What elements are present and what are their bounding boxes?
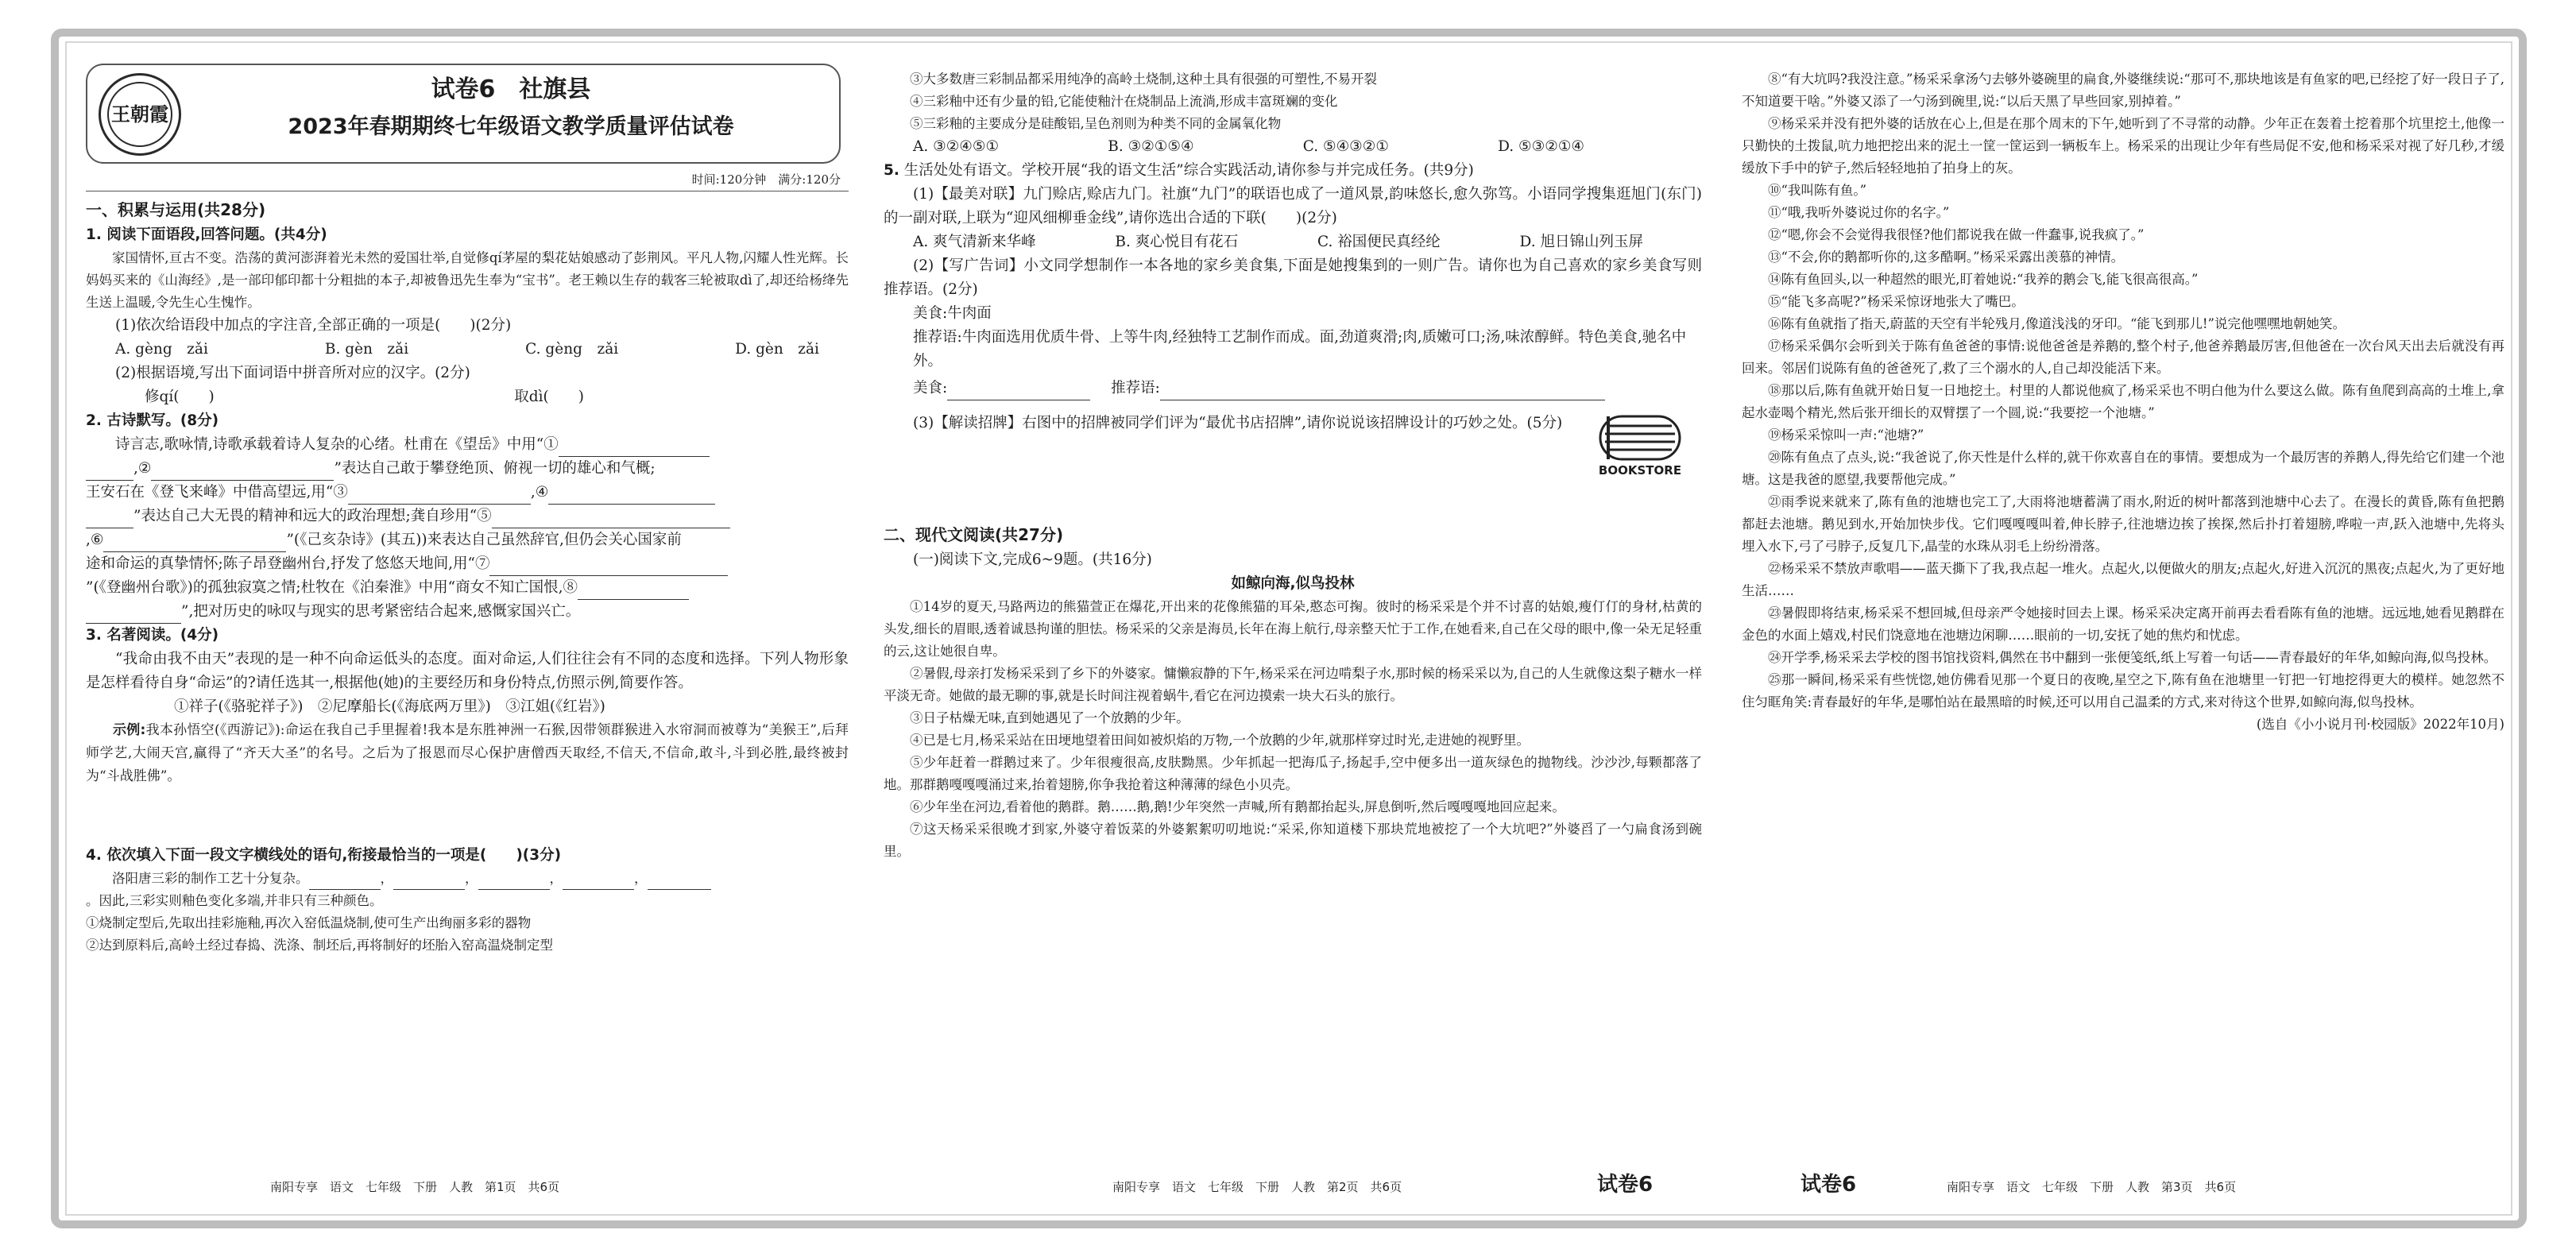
- question-4-option-2: ②达到原料后,高岭土经过春捣、洗涤、制坯后,再将制好的坯胎入窑高温烧制定型: [86, 938, 553, 953]
- section-heading-2: 二、现代文阅读(共27分): [884, 525, 1064, 544]
- option-c[interactable]: C. gèng zǎi: [525, 341, 619, 358]
- poem-line-3: 王安石在《登飞来峰》中借高望远,用“③ ,④: [86, 481, 849, 505]
- story-source: (选自《小小说月刊·校园版》2022年10月): [2256, 717, 2504, 732]
- poem-line-2: ,② ”表达自己敢于攀登绝顶、俯视一切的雄心和气概;: [86, 457, 849, 481]
- story-paragraph: ⑮“能飞多高呢?”杨采采惊讶地张大了嘴巴。: [1768, 294, 2025, 309]
- page-mark-3: 试卷6: [1800, 1173, 1857, 1197]
- story-paragraph: ⑲杨采采惊叫一声:“池塘?”: [1768, 427, 1924, 443]
- question-1-sub1: (1)依次给语段中加点的字注音,全部正确的一项是( )(2分): [115, 317, 512, 334]
- question-1-sub2: (2)根据语境,写出下面词语中拼音所对应的汉字。(2分): [115, 365, 470, 381]
- question-4-option-3: ③大多数唐三彩制品都采用纯净的高岭土烧制,这种土具有很强的可塑性,不易开裂: [910, 72, 1377, 87]
- question-4-option-5: ⑤三彩釉的主要成分是硅酸铝,呈色剂则为种类不同的金属氧化物: [910, 116, 1282, 131]
- option-d[interactable]: D. 旭日锦山列玉屏: [1519, 234, 1643, 250]
- question-1-passage: 家国情怀,亘古不变。浩荡的黄河澎湃着光未然的爱国壮举,自觉修qí茅屋的梨花姑娘感动了彭荆风。平凡人物,闪耀人性光辉。长妈妈买来的《山海经》,是一部印郁印都十分粗拙的本子,却被鲁迅先生奉为“宝书”。老王赖以生存的载客三轮被取dì了,却还给杨绛先生送上温暖,令先生心生愧怍。: [86, 250, 849, 310]
- ad-answer-blank[interactable]: [1160, 381, 1605, 400]
- option-a[interactable]: A. gèng zǎi: [115, 341, 208, 358]
- sample-food: 美食:牛肉面: [913, 305, 992, 322]
- question-4-text: 洛阳唐三彩的制作工艺十分复杂。 ， ， ， ，: [86, 868, 849, 890]
- question-3-example: 示例:我本孙悟空(《西游记》):命运在我自己手里握着!我本是东胜神洲一石猴,因带领群猴进入水帘洞而被尊为“美猴王”,后拜师学艺,大闹天宫,赢得了“齐天大圣”的名号。之后为了报恩而尽心保护唐僧西天取经,不信天,不信命,敢斗,斗到必胜,最终被封为“斗战胜佛”。: [86, 722, 849, 784]
- story-paragraph: ⑪“哦,我听外婆说过你的名字。”: [1768, 205, 1950, 220]
- question-5-sub2: (2)【写广告词】小文同学想制作一本各地的家乡美食集,下面是她搜集到的一则广告。请你也为自己喜欢的家乡美食写则推荐语。(2分): [884, 257, 1702, 298]
- word-1[interactable]: 修qí( ): [145, 389, 215, 405]
- story-paragraph: ⑱那以后,陈有鱼就开始日复一日地挖土。村里的人都说他疯了,杨采采也不明白他为什么要这么做。陈有鱼爬到高高的土堆上,拿起水壶喝个精光,然后张开细长的双臂摆了一个圆,说:“我要挖一个池塘。”: [1742, 383, 2504, 420]
- question-4-title: 4. 依次填入下面一段文字横线处的语句,衔接最恰当的一项是( )(3分): [86, 847, 562, 864]
- question-5-sub3-block: [884, 412, 1702, 499]
- question-1-options: [86, 338, 849, 362]
- story-paragraph: ㉓暑假即将结束,杨采采不想回城,但母亲严令她接时回去上课。杨采采决定离开前再去看看陈有鱼的池塘。远远地,她看见鹅群在金色的水面上嬉戏,村民们饶意地在池塘边闲聊……眼前的一切,安抚了她的焦灼和忧虑。: [1742, 605, 2504, 643]
- answer-blank[interactable]: [563, 870, 634, 890]
- story-paragraph: ⑫“嗯,你会不会觉得我很怪?他们都说我在做一件蠢事,说我疯了。”: [1768, 227, 2145, 242]
- answer-blank[interactable]: [492, 509, 730, 528]
- story-paragraph: ㉒杨采采不禁放声歌唱——蓝天撕下了我,我点起一堆火。点起火,以便做火的朋友;点起火,好进入沉沉的黑夜;点起火,为了更好地生活……: [1742, 561, 2504, 598]
- section-heading-1: 一、积累与运用(共28分): [86, 200, 266, 219]
- option-d[interactable]: D. gèn zǎi: [735, 341, 819, 358]
- answer-blank[interactable]: [548, 485, 715, 505]
- option-c[interactable]: C. ⑤④③②①: [1302, 138, 1389, 155]
- story-paragraph: ㉕那一瞬间,杨采采有些恍惚,她仿佛看见那一个夏日的夜晚,星空之下,陈有鱼在池塘里一钉把一钉地挖得更大的模样。她忽然不住匀眶角笑:青春最好的年华,是哪怕站在最黑暗的时候,还可以用自己温柔的方式,来对待这个世界,如鲸向海,似鸟投林。: [1742, 672, 2504, 710]
- column-3: [1742, 68, 2504, 1173]
- story-paragraph: ⑳陈有鱼点了点头,说:“我爸说了,你天性是什么样的,就干你欢喜自在的事情。要想成为一个最厉害的养鹅人,得先给它们建一个池塘。这是我爸的愿望,我要帮他完成。”: [1742, 450, 2504, 487]
- answer-blank[interactable]: [103, 532, 286, 552]
- exam-subtitle: 2023年春期期终七年级语文教学质量评估试卷: [288, 114, 734, 139]
- column-2: [884, 68, 1702, 1173]
- story-paragraph: ⑰杨采采偶尔会听到关于陈有鱼爸爸的事情:说他爸爸是养鹅的,整个村子,他爸养鹅最厉害,但他爸在一次台风天出去后就没有再回来。邻居们说陈有鱼的爸爸死了,救了三个溺水的人,自己却没能活下来。: [1742, 338, 2504, 376]
- option-c[interactable]: C. 裕国便民真经纶: [1317, 234, 1441, 250]
- story-title: 如鲸向海,似鸟投林: [1231, 575, 1355, 592]
- question-3-items: ①祥子(《骆驼祥子》) ②尼摩船长(《海底两万里》) ③江姐(《红岩》): [174, 698, 605, 715]
- poem-line-5: ,⑥ ”(《己亥杂诗》(其五))来表达自己虽然辞官,但仍会关心国家前: [86, 528, 849, 552]
- story-paragraph: ③日子枯燥无味,直到她遇见了一个放鹅的少年。: [910, 710, 1189, 725]
- answer-blank[interactable]: [86, 604, 181, 624]
- story-paragraph: ①14岁的夏天,马路两边的熊猫萱正在爆花,开出来的花像熊猫的耳朵,憨态可掬。彼时的杨采采是个并不讨喜的姑娘,瘦仃仃的身材,枯黄的头发,细长的眉眼,透着诚恳拘谨的胆怯。杨采采的父亲是海员,长年在海上航行,母亲整天忙于工作,在她看来,自己在父母的眼中,像一朵无足轻重的云,这让她很自卑。: [884, 599, 1702, 659]
- page-footer-3: 南阳专享 语文 七年级 下册 人教 第3页 共6页: [1947, 1180, 2237, 1194]
- answer-space[interactable]: [86, 788, 849, 844]
- question-3-title: 3. 名著阅读。(4分): [86, 627, 219, 644]
- answer-blank[interactable]: [86, 461, 133, 481]
- story-paragraph: ⑧“有大坑吗?我没注意。”杨采采拿汤勺去够外婆碗里的扁食,外婆继续说:“那可不,那块地该是有鱼家的吧,已经挖了好一段日子了,不知道要干啥。”外婆又添了一勺汤到碗里,说:“以后天黑了早些回家,别掉着。”: [1742, 72, 2504, 109]
- story-paragraph: ⑭陈有鱼回头,以一种超然的眼光,盯着她说:“我养的鹅会飞,能飞很高很高。”: [1768, 272, 2199, 287]
- poem-line-6: 途和命运的真挚情怀;陈子昂登幽州台,抒发了悠悠天地间,用“⑦: [86, 552, 849, 576]
- answer-blank[interactable]: [648, 870, 711, 890]
- bookstore-sign: [1584, 412, 1696, 488]
- story-paragraph: ⑥少年坐在河边,看着他的鹅群。鹅……鹅,鹅!少年突然一声喊,所有鹅都抬起头,屏息倒听,然后嘎嘎嘎地回应起来。: [910, 799, 1565, 814]
- question-4-option-1: ①烧制定型后,先取出挂彩施釉,再次入窑低温烧制,使可生产出绚丽多彩的器物: [86, 915, 532, 930]
- time-info: 时间:120分钟 满分:120分: [691, 172, 841, 187]
- option-b[interactable]: B. 爽心悦目有花石: [1115, 234, 1239, 250]
- answer-blank[interactable]: [489, 556, 728, 576]
- logo-text: 王朝霞: [111, 102, 168, 126]
- poem-line-1: 诗言志,歌咏情,诗歌承载着诗人复杂的心绪。杜甫在《望岳》中用“①: [86, 433, 849, 457]
- exam-title-box: [86, 64, 841, 164]
- story-paragraph: ⑩“我叫陈有鱼。”: [1768, 183, 1867, 198]
- story-paragraph: ㉔开学季,杨采采去学校的图书馆找资料,偶然在书中翻到一张便笺纸,纸上写着一句话——青春最好的年华,如鲸向海,似鸟投林。: [1768, 650, 2497, 665]
- story-paragraph: ④已是七月,杨采采站在田埂地望着田间如被炽焰的万物,一个放鹅的少年,就那样穿过时光,走进她的视野里。: [910, 733, 1530, 748]
- story-paragraph: ⑨杨采采并没有把外婆的话放在心上,但是在那个周末的下午,她听到了不寻常的动静。少年正在轰着土挖着那个坑里挖土,他像一只勤快的土拨鼠,吭力地把挖出来的泥土一筐一筐运到一辆板车上。杨采采的出现让少年有些局促不安,他和杨采采对视了好几秒,才缓缓放下手中的铲子,然后轻轻地拍了拍身上的灰。: [1742, 116, 2504, 176]
- food-answer-blank[interactable]: [947, 381, 1090, 400]
- answer-blank[interactable]: [348, 485, 531, 505]
- page-footer-2: 南阳专享 语文 七年级 下册 人教 第2页 共6页: [1112, 1180, 1402, 1194]
- word-2[interactable]: 取dì( ): [514, 389, 584, 405]
- answer-blank[interactable]: [578, 580, 689, 600]
- story-paragraph: ⑤少年赶着一群鹅过来了。少年很瘦很高,皮肤黝黑。少年抓起一把海瓜子,扬起手,空中便多出一道灰绿色的抛物线。沙沙沙,每颗都落了地。那群鹅嘎嘎嘎涌过来,抬着翅膀,你争我抢着这种薄薄的绿色小贝壳。: [884, 755, 1702, 792]
- option-a[interactable]: A. ③②④⑤①: [913, 138, 1000, 155]
- page-mark-2: 试卷6: [1597, 1173, 1654, 1197]
- sample-ad: 推荐语:牛肉面选用优质牛骨、上等牛肉,经独特工艺制作而成。面,劲道爽滑;肉,质嫩可口;汤,味浓醇鲜。特色美食,驰名中外。: [913, 329, 1687, 369]
- answer-blank[interactable]: [478, 870, 550, 890]
- question-3-text: “我命由我不由天”表现的是一种不向命运低头的态度。面对命运,人们往往会有不同的态度和选择。下列人物形象是怎样看待自身“命运”的?请任选其一,根据他(她)的主要经历和身份特点,仿照示例,简要作答。: [86, 651, 849, 691]
- poem-line-8: ”,把对历史的咏叹与现实的思考紧密结合起来,感慨家国兴亡。: [86, 600, 849, 624]
- answer-blank[interactable]: [393, 870, 465, 890]
- poem-line-4: ”表达自己大无畏的精神和远大的政治理想;龚自珍用“⑤: [86, 505, 849, 528]
- option-d[interactable]: D. ⑤③②①④: [1498, 138, 1584, 155]
- story-paragraph: ㉑雨季说来就来了,陈有鱼的池塘也完工了,大雨将池塘蓄满了雨水,附近的树叶都落到池塘中心去了。在漫长的黄昏,陈有鱼把鹅都赶去池塘。鹅见到水,开始加快步伐。它们嘎嘎嘎叫着,伸长脖子,往池塘边挨了挨探,然后扑打着翅膀,哗啦一声,跃入池塘中,先将头埋入水下,弓了弓脖子,反复几下,晶莹的水珠从羽毛上纷纷滑落。: [1742, 494, 2504, 554]
- answer-blank[interactable]: [309, 870, 381, 890]
- answer-blank[interactable]: [559, 437, 710, 457]
- question-5-title: 5. 生活处处有语文。学校开展“我的语文生活”综合实践活动,请你参与并完成任务。(共9分): [884, 162, 1474, 179]
- reading-1-title: (一)阅读下文,完成6~9题。(共16分): [913, 551, 1152, 568]
- publisher-logo: [99, 73, 181, 156]
- page-footer-1: 南阳专享 语文 七年级 下册 人教 第1页 共6页: [270, 1180, 560, 1194]
- story-paragraph: ⑯陈有鱼就指了指天,蔚蓝的天空有半轮残月,像道浅浅的牙印。“能飞到那儿!”说完他嘿嘿地朝她笑。: [1768, 316, 2346, 331]
- story-paragraph: ⑦这天杨采采很晚才到家,外婆守着饭菜的外婆絮絮叨叨地说:“采采,你知道楼下那块荒地被挖了一个大坑吧?”外婆舀了一勺扁食汤到碗里。: [884, 822, 1702, 859]
- poem-line-7: ”(《登幽州台歌》)的孤独寂寞之情;杜牧在《泊秦淮》中用“商女不知亡国恨,⑧: [86, 576, 849, 600]
- question-5-sub3: (3)【解读招牌】右图中的招牌被同学们评为“最优书店招牌”,请你说说该招牌设计的巧妙之处。(5分): [913, 415, 1563, 431]
- answer-blank[interactable]: [86, 509, 133, 528]
- column-1: [86, 64, 849, 1168]
- question-4-choices: [884, 135, 1702, 159]
- story-paragraph: ⑬“不会,你的鹅都听你的,这多酷啊。”杨采采露出羡慕的神情。: [1768, 249, 2125, 265]
- bookstore-label: BOOKSTORE: [1598, 463, 1682, 478]
- question-1-title: 1. 阅读下面语段,回答问题。(共4分): [86, 226, 327, 243]
- answer-row: 美食: 推荐语:: [884, 377, 1702, 400]
- story-paragraph: ②暑假,母亲打发杨采采到了乡下的外婆家。慵懒寂静的下午,杨采采在河边啃梨子水,那时候的杨采采以为,自己的人生就像这梨子糖水一样平淡无奇。她做的最无聊的事,就是长时间注视着蜗牛,看它在河边摸索一块大石头的旅行。: [884, 666, 1702, 703]
- option-a[interactable]: A. 爽气清新来华峰: [913, 234, 1036, 250]
- option-b[interactable]: B. gèn zǎi: [324, 341, 409, 358]
- exam-title: 试卷6 社旗县: [431, 75, 591, 103]
- option-b[interactable]: B. ③②①⑤④: [1108, 138, 1194, 155]
- answer-blank[interactable]: [151, 461, 334, 481]
- question-1-words: [86, 385, 849, 409]
- question-2-title: 2. 古诗默写。(8分): [86, 412, 219, 429]
- question-4-text2: 。因此,三彩实则釉色变化多端,并非只有三种颜色。: [86, 893, 383, 908]
- question-4-option-4: ④三彩釉中还有少量的铅,它能使釉汁在烧制品上流淌,形成丰富斑斓的变化: [910, 94, 1338, 109]
- question-5-sub1-options: [884, 230, 1702, 254]
- question-5-sub1: (1)【最美对联】九门赊店,赊店九门。社旗“九门”的联语也成了一道风景,韵味悠长,愈久弥笃。小语同学搜集逛旭门(东门)的一副对联,上联为“迎风细柳垂金线”,请你选出合适的下联( )(2分): [884, 186, 1702, 226]
